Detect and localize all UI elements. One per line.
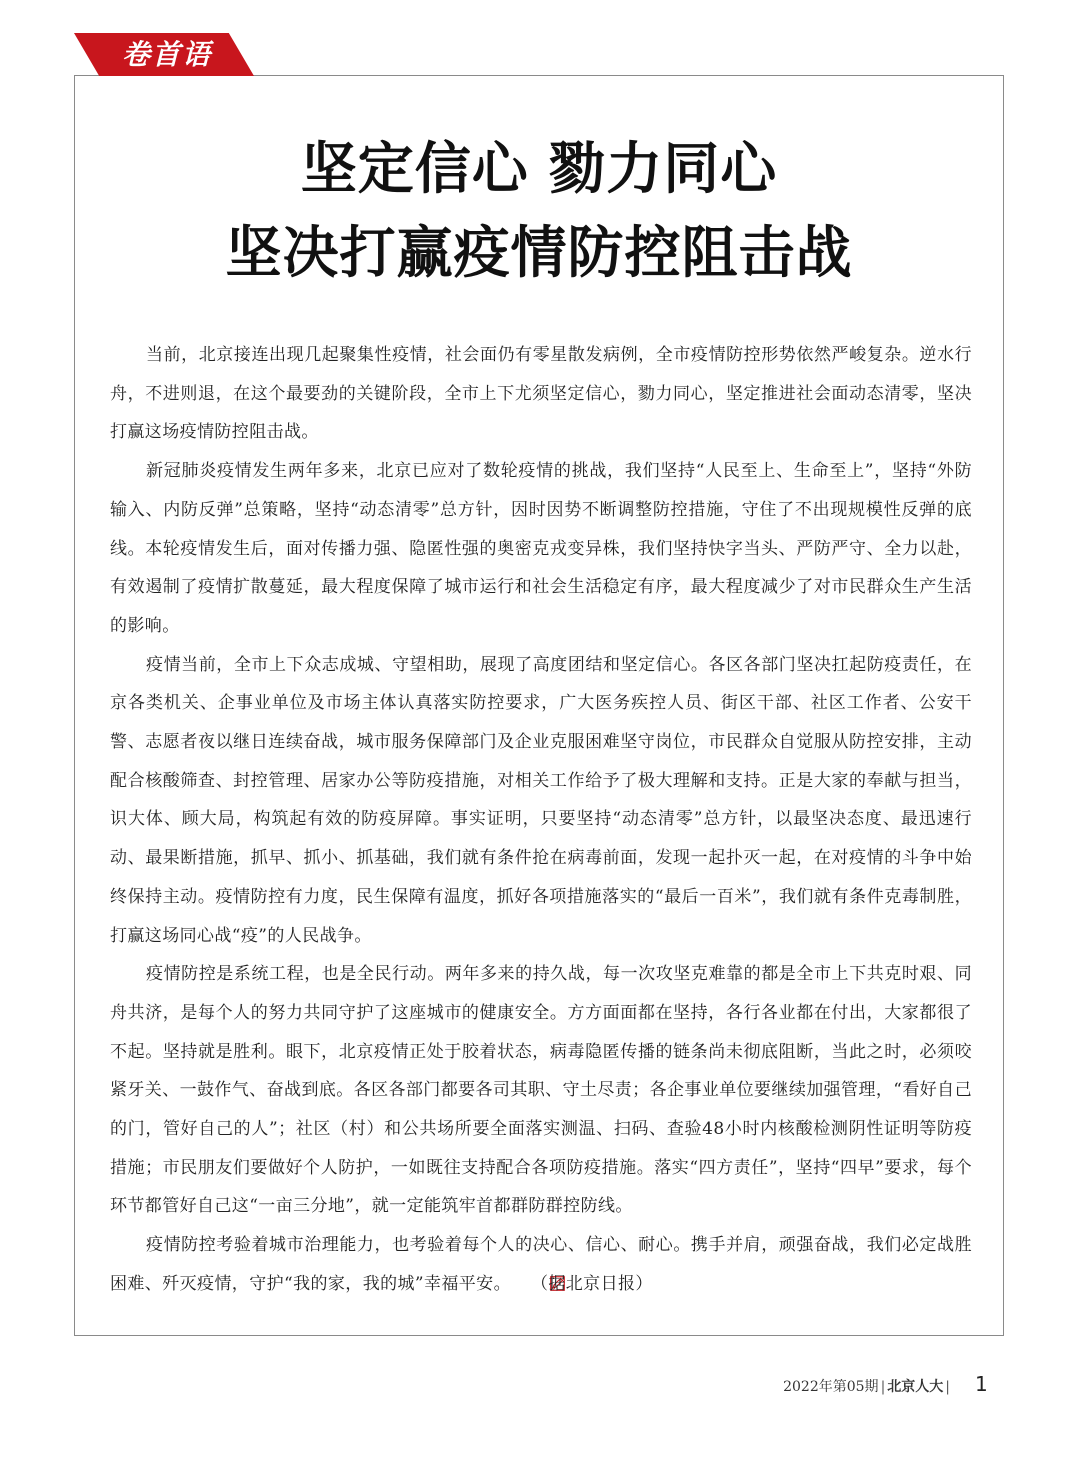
paragraph-2: 新冠肺炎疫情发生两年多来，北京已应对了数轮疫情的挑战，我们坚持“人民至上、生命至上”，坚持“外防输入、内防反弹”总策略，坚持“动态清零”总方针，因时因势不断调整防控措施，守住了不出现规模性反弹的底线。本轮疫情发生后，面对传播力强、隐匿性强的奥密克戎变异株，我们坚持快字当头、严防严守、全力以赴，有效遏制了疫情扩散蔓延，最大程度保障了城市运行和社会生活稳定有序，最大程度减少了对市民群众生产生活的影响。 <box>110 461 972 636</box>
issue-label: 2022年第05期 <box>783 1379 879 1395</box>
article-title <box>74 128 1004 296</box>
section-label: 卷首语 <box>121 38 212 71</box>
title-line-1: 坚定信心 勠力同心 <box>300 137 778 202</box>
paragraph-5-text: 疫情防控考验着城市治理能力，也考验着每个人的决心、信心、耐心。携手并肩，顽强奋战，我们必定战胜困难、歼灭疫情，守护“我的家，我的城”幸福平安。 <box>110 1235 972 1294</box>
footer-divider: | <box>880 1379 886 1395</box>
page-footer <box>783 1377 952 1397</box>
page-number: 1 <box>975 1372 988 1396</box>
paragraph-1: 当前，北京接连出现几起聚集性疫情，社会面仍有零星散发病例，全市疫情防控形势依然严峻复杂。逆水行舟，不进则退，在这个最要劲的关键阶段，全市上下尤须坚定信心，勠力同心，坚定推进社会面动态清零，坚决打赢这场疫情防控阻击战。 <box>110 345 972 443</box>
magazine-name: 北京人大 <box>887 1379 944 1395</box>
title-line-2: 坚决打赢疫情防控阻击战 <box>225 221 853 286</box>
paragraph-3: 疫情当前，全市上下众志成城、守望相助，展现了高度团结和坚定信心。各区各部门坚决扛起防疫责任，在京各类机关、企事业单位及市场主体认真落实防控要求，广大医务疾控人员、街区干部、社区工作者、公安干警、志愿者夜以继日连续奋战，城市服务保障部门及企业克服困难坚守岗位，市民群众自觉服从防控安排，主动配合核酸筛查、封控管理、居家办公等防疫措施，对相关工作给予了极大理解和支持。正是大家的奉献与担当，识大体、顾大局，构筑起有效的防疫屏障。事实证明，只要坚持“动态清零”总方针，以最坚决态度、最迅速行动、最果断措施，抓早、抓小、抓基础，我们就有条件抢在病毒前面，发现一起扑灭一起，在对疫情的斗争中始终保持主动。疫情防控有力度，民生保障有温度，抓好各项措施落实的“最后一百米”，我们就有条件克毒制胜，打赢这场同心战“疫”的人民战争。 <box>110 654 972 946</box>
edit-icon <box>514 1267 529 1282</box>
paragraph-4: 疫情防控是系统工程，也是全民行动。两年多来的持久战，每一次攻坚克难靠的都是全市上下共克时艰、同舟共济，是每个人的努力共同守护了这座城市的健康安全。方方面面都在坚持，各行各业都在付出，大家都很了不起。坚持就是胜利。眼下，北京疫情正处于胶着状态，病毒隐匿传播的链条尚未彻底阻断，当此之时，必须咬紧牙关、一鼓作气、奋战到底。各区各部门都要各司其职、守土尽责；各企事业单位要继续加强管理，“看好自己的门，管好自己的人”；社区（村）和公共场所要全面落实测温、扫码、查验48小时内核酸检测阴性证明等防疫措施；市民朋友们要做好个人防护，一如既往支持配合各项防疫措施。落实“四方责任”，坚持“四早”要求，每个环节都管好自己这“一亩三分地”，就一定能筑牢首都群防群控防线。 <box>110 964 972 1217</box>
paragraph-5 <box>110 1226 972 1303</box>
source-note: （据北京日报） <box>530 1273 653 1294</box>
article-body <box>110 336 972 1304</box>
footer-divider-end: | <box>945 1379 950 1395</box>
